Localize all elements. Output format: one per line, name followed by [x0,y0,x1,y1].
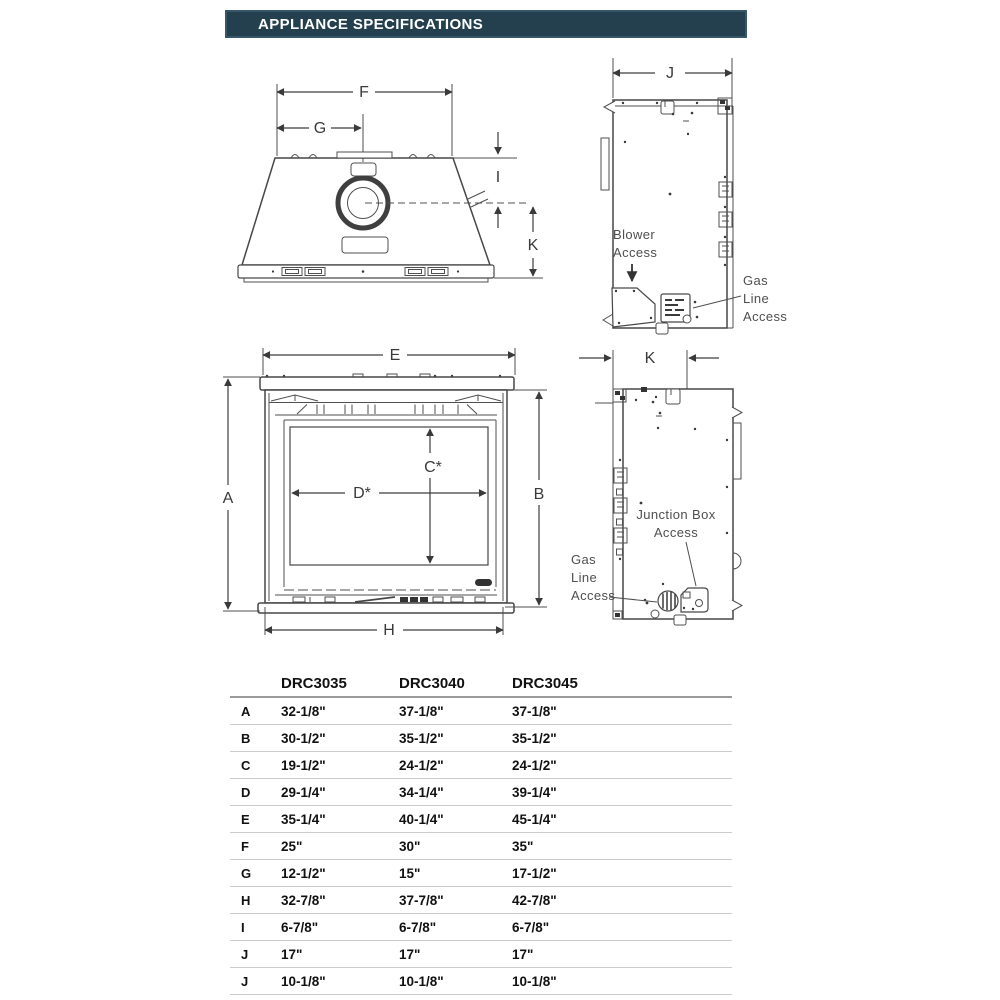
row-label: G [230,860,281,887]
row-label: F [230,833,281,860]
blower-access-line2: Access [613,245,658,260]
table-row [230,914,732,941]
corner-cell [230,670,281,697]
cell: 10-1/8" [399,968,512,995]
dim-k [494,207,543,278]
cell: 17" [281,941,399,968]
table-row [230,968,732,995]
row-label: J [230,968,281,995]
cell: 32-7/8" [281,887,399,914]
dim-label-k: K [527,237,539,254]
table-row [230,697,732,725]
cell: 24-1/2" [512,752,732,779]
top-view-diagram [225,60,555,310]
dim-label-j: J [666,65,674,82]
dim-label-k2: K [644,350,656,367]
dim-e [263,347,515,375]
table-row [230,941,732,968]
table-row [230,860,732,887]
cell: 15" [399,860,512,887]
cell: 35-1/2" [399,725,512,752]
cell: 35" [512,833,732,860]
junction-access-line2: Access [653,525,699,540]
dim-label-a: A [222,490,234,507]
cell: 32-1/8" [281,697,399,725]
glass-viewing-area [290,427,488,565]
cell: 6-7/8" [512,914,732,941]
blower-access-line1: Blower [613,227,656,242]
column-header: DRC3045 [512,670,732,697]
table-row [230,725,732,752]
cell: 19-1/2" [281,752,399,779]
cell: 35-1/4" [281,806,399,833]
table-row [230,887,732,914]
cell: 40-1/4" [399,806,512,833]
side-body-2 [595,387,742,619]
cell: 34-1/4" [399,779,512,806]
gas-access2-line3: Access [571,588,616,603]
cell: 30-1/2" [281,725,399,752]
cell: 6-7/8" [281,914,399,941]
front-view-diagram [205,345,565,645]
dim-k2 [579,350,719,389]
table-row [230,752,732,779]
table-row [230,833,732,860]
table-row [230,779,732,806]
cell: 39-1/4" [512,779,732,806]
front-base [238,265,494,282]
dim-label-g: G [313,120,327,137]
cell: 17" [399,941,512,968]
dim-j [613,58,732,100]
row-label: C [230,752,281,779]
dim-label-f: F [359,84,369,101]
dim-f [277,84,452,156]
table-header-row [230,670,732,697]
gas-access2-line1: Gas [571,552,597,567]
cell: 17-1/2" [512,860,732,887]
row-label: E [230,806,281,833]
side-view-top-diagram [575,50,800,340]
dim-b [505,390,547,607]
row-label: D [230,779,281,806]
cell: 10-1/8" [512,968,732,995]
dim-label-h: H [383,622,395,639]
column-header: DRC3040 [399,670,512,697]
rating-label-plate [342,237,388,253]
cell: 37-1/8" [512,697,732,725]
gas-access-line3: Access [743,309,788,324]
cell: 17" [512,941,732,968]
section-header [225,10,747,38]
spec-table [230,670,732,995]
dim-label-d: D* [353,485,371,502]
row-label: J [230,941,281,968]
brand-logo [475,579,492,586]
cell: 29-1/4" [281,779,399,806]
cell: 25" [281,833,399,860]
dim-label-c: C* [424,459,442,476]
cell: 37-1/8" [399,697,512,725]
row-label: H [230,887,281,914]
dim-label-b: B [533,486,545,503]
row-label: I [230,914,281,941]
cell: 45-1/4" [512,806,732,833]
cell: 30" [399,833,512,860]
section-title: APPLIANCE SPECIFICATIONS [258,15,484,33]
cell: 37-7/8" [399,887,512,914]
table-row [230,806,732,833]
cell: 10-1/8" [281,968,399,995]
cell: 42-7/8" [512,887,732,914]
cell: 6-7/8" [399,914,512,941]
cell: 24-1/2" [399,752,512,779]
dim-a [223,377,260,611]
junction-access-line1: Junction Box [636,507,716,522]
dim-label-e: E [389,347,401,364]
column-header: DRC3035 [281,670,399,697]
gas-access-line1: Gas [743,273,769,288]
cell: 12-1/2" [281,860,399,887]
side-view-bottom-diagram [563,345,803,650]
cell: 35-1/2" [512,725,732,752]
row-label: A [230,697,281,725]
dim-i [496,132,500,228]
gas-access-line2: Line [743,291,770,306]
dim-label-i: I [495,169,501,186]
gas-access2-line2: Line [571,570,598,585]
row-label: B [230,725,281,752]
